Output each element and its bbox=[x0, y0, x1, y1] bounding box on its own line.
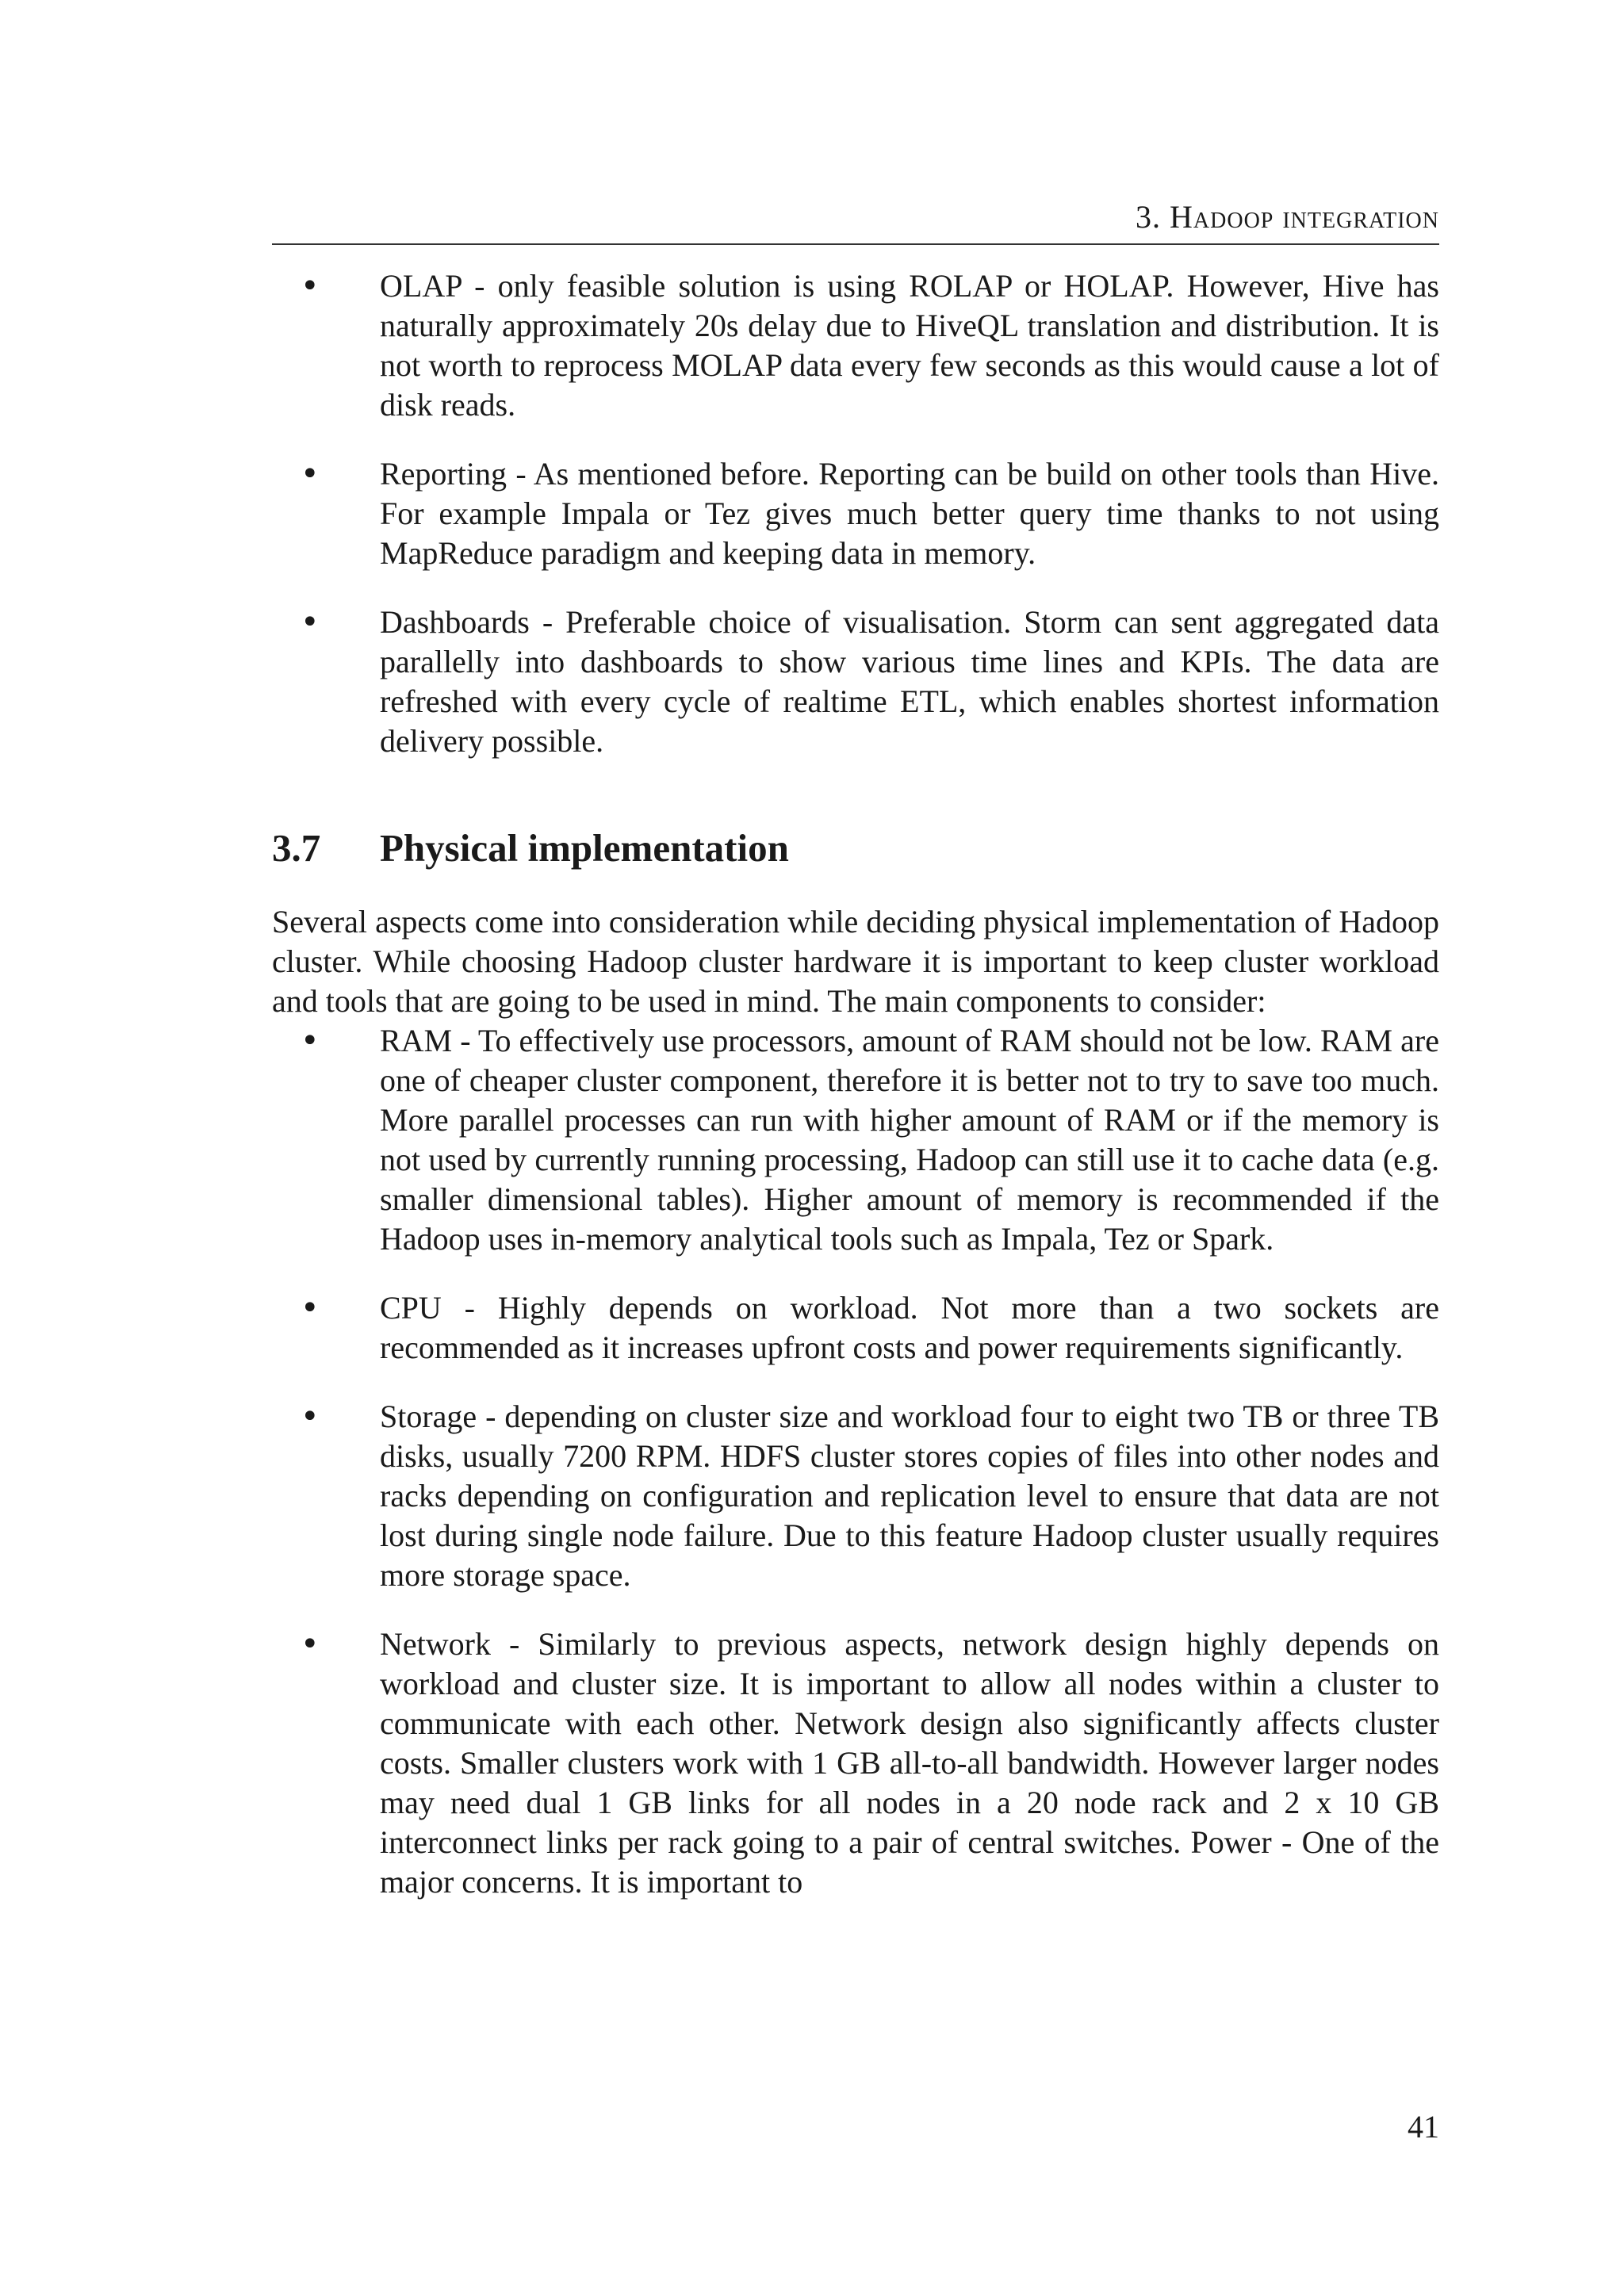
bullet-icon: • bbox=[301, 456, 320, 492]
list-item-text: RAM - To effectively use processors, amount of RAM should not be low. RAM are one of cheaper cluster component, therefore it is better not to try to save too much. More parallel processes can run with higher amount of RAM or if the memory is not used by currently running processing, Hadoop can still use it to cache data (e.g. smaller dimensional tables). Higher amount of memory is recommended if the Hadoop uses in-memory analytical tools such as Impala, Tez or Spark. bbox=[380, 1023, 1439, 1257]
list-item-text: Network - Similarly to previous aspects, network design highly depends on workload and cluster size. It is important to allow all nodes within a cluster to communicate with each other. Network design also significantly affects cluster costs. Smaller clusters work with 1 GB all-to-all bandwidth. However larger nodes may need dual 1 GB links for all nodes in a 20 node rack and 2 x 10 GB interconnect links per rack going to a pair of central switches. Power - One of the major concerns. It is important to bbox=[380, 1626, 1439, 1900]
header-rule bbox=[272, 243, 1439, 245]
running-header bbox=[272, 197, 1439, 238]
list-item bbox=[272, 1624, 1439, 1902]
chapter-number: 3. bbox=[1136, 199, 1170, 235]
bullet-icon: • bbox=[301, 604, 320, 641]
list-item bbox=[272, 1397, 1439, 1595]
list-item bbox=[272, 266, 1439, 425]
list-item-text: Reporting - As mentioned before. Reporting can be build on other tools than Hive. For example Impala or Tez gives much better query time thanks to not using MapReduce paradigm and keeping data in memory. bbox=[380, 456, 1439, 571]
list-item-text: Storage - depending on cluster size and workload four to eight two TB or three TB disks, usually 7200 RPM. HDFS cluster stores copies of files into other nodes and racks depending on configuration and replication level to ensure that data are not lost during single node failure. Due to this feature Hadoop cluster usually requires more storage space. bbox=[380, 1399, 1439, 1593]
bullet-icon: • bbox=[301, 1626, 320, 1663]
chapter-title: Hadoop integration bbox=[1170, 199, 1439, 235]
list-item bbox=[272, 603, 1439, 761]
list-item bbox=[272, 1021, 1439, 1259]
list-item bbox=[272, 1288, 1439, 1368]
bullet-list-components bbox=[272, 1021, 1439, 1902]
list-item bbox=[272, 454, 1439, 573]
section-title: Physical implementation bbox=[380, 826, 789, 870]
bullet-list-top bbox=[272, 266, 1439, 761]
list-item-text: OLAP - only feasible solution is using ROLAP or HOLAP. However, Hive has naturally approximately 20s delay due to HiveQL translation and distribution. It is not worth to reprocess MOLAP data every few seconds as this would cause a lot of disk reads. bbox=[380, 268, 1439, 423]
bullet-icon: • bbox=[301, 1290, 320, 1326]
page-number: 41 bbox=[1408, 2109, 1439, 2145]
bullet-icon: • bbox=[301, 1399, 320, 1435]
section-heading bbox=[272, 825, 1439, 872]
bullet-icon: • bbox=[301, 1023, 320, 1059]
list-item-text: CPU - Highly depends on workload. Not more than a two sockets are recommended as it increases upfront costs and power requirements significantly. bbox=[380, 1290, 1439, 1365]
section-number: 3.7 bbox=[272, 826, 321, 870]
bullet-icon: • bbox=[301, 268, 320, 304]
page-body bbox=[272, 266, 1439, 1902]
list-item-text: Dashboards - Preferable choice of visualisation. Storm can sent aggregated data parallelly into dashboards to show various time lines and KPIs. The data are refreshed with every cycle of realtime ETL, which enables shortest information delivery possible. bbox=[380, 604, 1439, 759]
intro-paragraph: Several aspects come into consideration while deciding physical implementation of Hadoop cluster. While choosing Hadoop cluster hardware it is important to keep cluster workload and tools that are going to be used in mind. The main components to consider: bbox=[272, 904, 1439, 1019]
